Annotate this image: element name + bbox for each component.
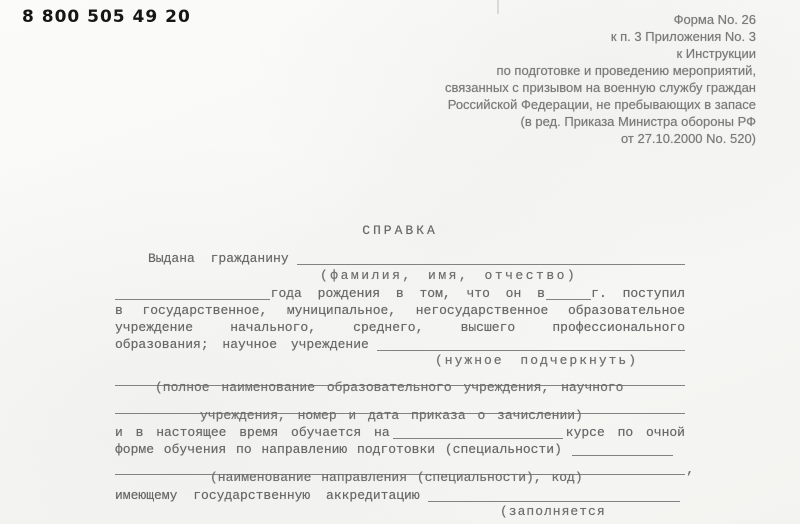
form-line (115, 250, 685, 267)
field-caption: (заполняется (500, 504, 606, 519)
blank-underline (572, 441, 673, 456)
header-line-appendix: к п. 3 Приложения No. 3 (610, 29, 756, 44)
form-text: Выдана гражданину (148, 251, 289, 266)
header-line-form-number: Форма No. 26 (673, 12, 756, 27)
form-text: г. поступил (591, 286, 685, 301)
form-text: года рождения в том, что он в (270, 286, 545, 301)
field-caption: (нужное подчеркнуть) (435, 353, 639, 368)
form-line (115, 441, 685, 458)
header-line-date: от 27.10.2000 No. 520) (620, 131, 756, 146)
form-text: и в настоящее время обучается на (115, 425, 390, 440)
blank-underline (428, 487, 680, 502)
header-line-edict: (в ред. Приказа Министра обороны РФ (520, 114, 756, 129)
form-title: СПРАВКА (362, 223, 438, 238)
form-line: в государственное, муниципальное, негосударственное образовательное (115, 303, 685, 318)
form-text: имеющему государственную аккредитацию (115, 488, 420, 503)
header-line-conscription: связанных с призывом на военную службу граждан (445, 80, 756, 95)
blank-underline (297, 250, 685, 265)
field-caption: (полное наименование образовательного учреждения, научного (155, 380, 624, 395)
header-line-preparation: по подготовке и проведению мероприятий, (496, 63, 756, 78)
form-line: учреждение начального, среднего, высшего профессионального (115, 320, 685, 335)
form-header (445, 11, 756, 147)
header-line-federation: Российской Федерации, не пребывающих в запасе (447, 97, 756, 112)
blank-underline (115, 285, 270, 300)
form-line (115, 336, 685, 353)
form-text: форме обучения по направлению подготовки (специальности) (115, 442, 562, 457)
form-text: курсе по очной (565, 425, 685, 440)
form-body (115, 222, 694, 522)
form-text: , (686, 462, 694, 477)
field-caption: учреждения, номер и дата приказа о зачислении) (200, 408, 583, 423)
field-caption: (наименование направления (специальности), код) (210, 470, 583, 485)
form-line (115, 285, 685, 302)
header-line-instruction: к Инструкции (676, 46, 756, 61)
blank-underline (546, 285, 591, 300)
form-text: образования; научное учреждение (115, 337, 369, 352)
field-caption: (фамилия, имя, отчество) (320, 268, 578, 283)
blank-underline (377, 336, 685, 351)
phone-number: 8 800 505 49 20 (22, 7, 191, 27)
blank-underline (393, 424, 563, 439)
form-line (115, 424, 685, 441)
form-line (115, 487, 685, 504)
